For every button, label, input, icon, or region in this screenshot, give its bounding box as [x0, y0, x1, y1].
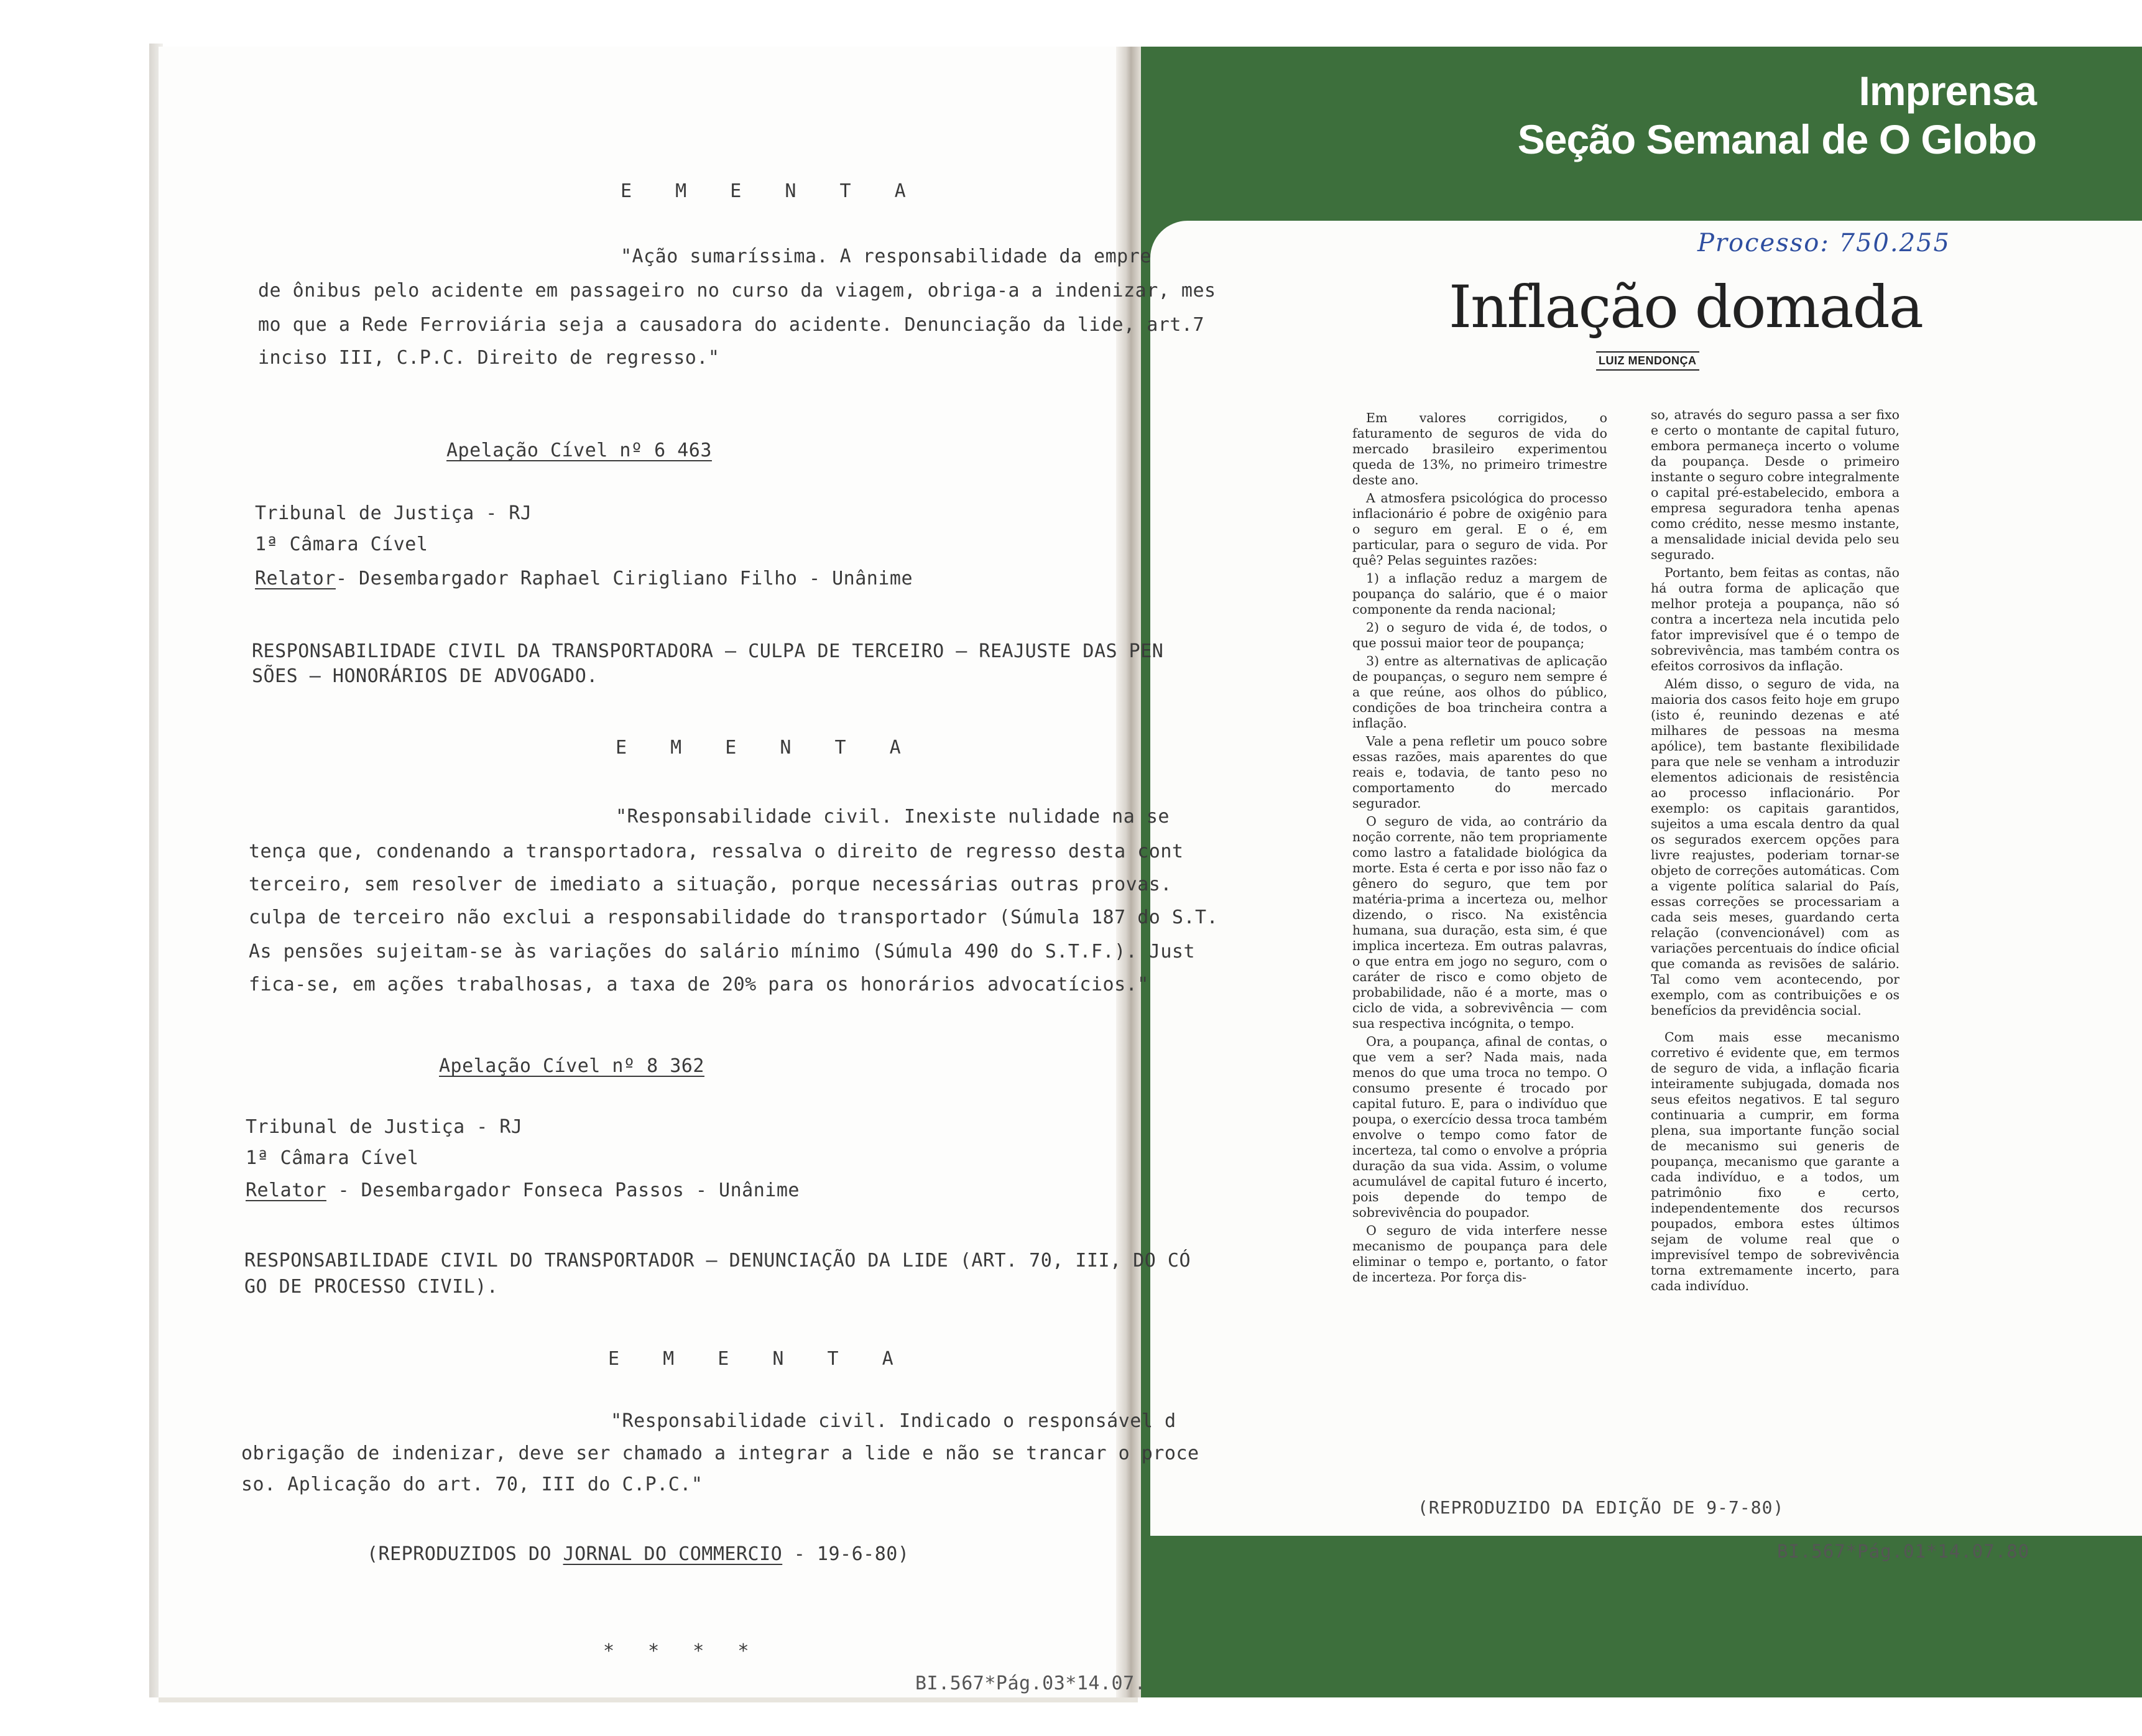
case2-ementa-line: obrigação de indenizar, deve ser chamado a integrar a lide e não se trancar o proce	[241, 1443, 1199, 1464]
case2-ementa-line: so. Aplicação do art. 70, III do C.P.C."	[241, 1474, 703, 1495]
ementa1-line: de ônibus pelo acidente em passageiro no curso da viagem, obriga-a a indenizar, mes	[258, 280, 1216, 302]
paragraph: Ora, a poupança, afinal de contas, o que vem a ser? Nada mais, nada menos do que uma troca no tempo. O consumo presente é trocado por capital futuro. E, para o indivíduo que poupa, o exercício dessa troca também envolve o tempo como fator de incerteza, tal como o envolve a própria duração da sua vida. Assim, o volume acumulável de capital futuro é incerto, pois depende do tempo de sobrevivência do poupador.	[1352, 1034, 1607, 1220]
paragraph: A atmosfera psicológica do processo inflacionário é pobre de oxigênio para o seguro em geral. E o é, em particular, para o seguro de vida. Por quê? Pelas seguintes razões:	[1352, 491, 1607, 568]
case1-ementa-line: As pensões sujeitam-se às variações do salário mínimo (Súmula 490 do S.T.F.). Just	[249, 941, 1196, 963]
article-column-2	[1651, 407, 1900, 1296]
ementa-heading-2: E M E N T A	[616, 737, 917, 759]
paragraph: 3) entre as alternativas de aplicação de poupanças, o seguro nem sempre é a que reúne, aos olhos do público, condições de boa trincheira contra a inflação.	[1352, 653, 1607, 731]
ementa-heading-1: E M E N T A	[621, 180, 922, 202]
paragraph: Além disso, o seguro de vida, na maioria dos casos feito hoje em grupo (isto é, reunindo dezenas e até milhares de pessoas na mesma apólice), tem bastante flexibilidade para que nele se venham a introduzir elementos adicionais de resistência ao processo inflacionário. Por exemplo: os capitais garantidos, sujeitos a uma escala dentro da qual os segurados exercem opções para livre reajustes, poderiam tornar-se objeto de correções automáticas. Com a vigente política salarial do País, essas correções se processariam a cada seis meses, guardando certa relação (convencionável) com as variações percentuais do índice oficial que comanda as revisões de salário. Tal como vem acontecendo, por exemplo, com as contribuições e os benefícios da previdência social.	[1651, 676, 1900, 1018]
header-imprensa: Imprensa	[1858, 68, 2036, 114]
paragraph: so, através do seguro passa a ser fixo e certo o montante de capital futuro, embora permaneça incerto o volume da poupança. Desde o primeiro instante o seguro cobre integralmente o capital pré-estabelecido, embora a empresa seguradora tenha apenas como crédito, nesse mesmo instante, a mensalidade inicial devida pelo seu segurado.	[1651, 407, 1900, 562]
relator-label: Relator	[255, 568, 336, 589]
case2-subject-line: GO DE PROCESSO CIVIL).	[244, 1276, 499, 1298]
case2-court: Tribunal de Justiça - RJ	[246, 1116, 523, 1138]
paragraph: O seguro de vida interfere nesse mecanismo de poupança para dele eliminar o tempo e, portanto, o fator de incerteza. Por força dis-	[1352, 1223, 1607, 1285]
relator-label: Relator	[246, 1180, 326, 1201]
right-source-line: (REPRODUZIDO DA EDIÇÃO DE 9-7-80)	[1418, 1497, 1784, 1518]
source-journal: JORNAL DO COMMERCIO	[563, 1543, 783, 1565]
paragraph: Vale a pena refletir um pouco sobre essas razões, mais aparentes do que reais e, todavia, de tanto peso no comportamento do mercado segurador.	[1352, 734, 1607, 811]
ementa1-line: inciso III, C.P.C. Direito de regresso."	[258, 347, 720, 369]
case1-ementa-line: "Responsabilidade civil. Inexiste nulidade na se	[616, 806, 1170, 828]
article-byline: LUIZ MENDONÇA	[1596, 351, 1699, 371]
case1-chamber: 1ª Câmara Cível	[255, 533, 428, 555]
case2-title: Apelação Cível nº 8 362	[439, 1055, 704, 1077]
case1-ementa-line: culpa de terceiro não exclui a responsabilidade do transportador (Súmula 187 do S.T.	[249, 907, 1219, 928]
relator-text: - Desembargador Raphael Cirigliano Filho - Unânime	[335, 568, 913, 589]
paragraph: Portanto, bem feitas as contas, não há outra forma de aplicação que melhor proteja a poupança, não só contra a incerteza nela incutida pelo fator imprevisível que é o tempo de sobrevivência, mas também contra os efeitos corrosivos da inflação.	[1651, 565, 1900, 673]
case2-subject-line: RESPONSABILIDADE CIVIL DO TRANSPORTADOR — DENUNCIAÇÃO DA LIDE (ART. 70, III, DO CÓ	[244, 1250, 1191, 1272]
handwritten-process-note: Processo: 750.255	[1697, 229, 1950, 257]
header-section-title: Seção Semanal de O Globo	[1517, 116, 2036, 162]
relator-text: - Desembargador Fonseca Passos - Unânime	[338, 1180, 800, 1201]
paragraph: Com mais esse mecanismo corretivo é evidente que, em termos de seguro de vida, a inflação ficaria inteiramente subjugada, domada nos seus efeitos negativos. E tal seguro continuaria a cumprir, em forma plena, sua importante função social de mecanismo sui generis de poupança, mecanismo que garante a cada indivíduo, e a todos, um patrimônio fixo e certo, independentemente dos recursos poupados, embora estes últimos sejam de volume real que o imprevisível tempo de sobrevivência torna extremamente incerto, para cada indivíduo.	[1651, 1030, 1900, 1293]
ementa1-line: "Ação sumaríssima. A responsabilidade da empre	[621, 246, 1152, 267]
case1-subject-line: RESPONSABILIDADE CIVIL DA TRANSPORTADORA — CULPA DE TERCEIRO — REAJUSTE DAS PEN	[252, 640, 1164, 662]
case1-court: Tribunal de Justiça - RJ	[255, 502, 532, 524]
case2-relator	[246, 1180, 800, 1201]
left-source-line	[367, 1543, 909, 1565]
case1-ementa-line: tença que, condenando a transportadora, ressalva o direito de regresso desta cont	[249, 841, 1184, 862]
left-page-bottom-edge	[159, 1697, 1138, 1702]
section-stars: * * * *	[603, 1640, 760, 1662]
paragraph: O seguro de vida, ao contrário da noção corrente, não tem propriamente como lastro a fatalidade biológica da morte. Esta é certa e por isso não faz o gênero do seguro, que tem por matéria-prima a incerteza ou, melhor dizendo, o risco. Na existência humana, sua duração, esta sim, é que implica incerteza. Em outras palavras, o que entra em jogo no seguro, com o caráter de risco e como objeto de probabilidade, não é a morte, mas o ciclo de vida, a sobrevivência — com sua respectiva incógnita, o tempo.	[1352, 814, 1607, 1031]
case1-ementa-line: terceiro, sem resolver de imediato a situação, porque necessárias outras provas.	[249, 874, 1172, 895]
case1-relator	[255, 568, 913, 589]
paragraph: Em valores corrigidos, o faturamento de seguros de vida do mercado brasileiro experimentou queda de 13%, no primeiro trimestre deste ano.	[1352, 410, 1607, 487]
article-title: Inflação domada	[1449, 274, 1923, 341]
source-prefix: (REPRODUZIDOS DO	[367, 1543, 563, 1565]
case1-ementa-line: fica-se, em ações trabalhosas, a taxa de 20% para os honorários advocatícios."	[249, 974, 1149, 995]
paragraph: 1) a inflação reduz a margem de poupança do salário, que é o maior componente da renda nacional;	[1352, 571, 1607, 617]
article-column-1	[1352, 410, 1607, 1288]
case1-subject-line: SÕES — HONORÁRIOS DE ADVOGADO.	[252, 665, 598, 687]
left-page-footer: BI.567*Pág.03*14.07.	[915, 1673, 1147, 1694]
right-page-article-area	[1150, 221, 2142, 1536]
case2-chamber: 1ª Câmara Cível	[246, 1147, 419, 1169]
right-page-footer: BI.567*Pág.01*14.07.80	[1777, 1541, 2030, 1562]
source-suffix: - 19-6-80)	[782, 1543, 910, 1565]
case1-title: Apelação Cível nº 6 463	[446, 440, 712, 461]
paragraph: 2) o seguro de vida é, de todos, o que possui maior teor de poupança;	[1352, 620, 1607, 650]
ementa1-line: mo que a Rede Ferroviária seja a causadora do acidente. Denunciação da lide, art.7	[258, 314, 1205, 336]
case2-ementa-line: "Responsabilidade civil. Indicado o responsável d	[611, 1410, 1176, 1432]
ementa-heading-3: E M E N T A	[608, 1348, 910, 1370]
